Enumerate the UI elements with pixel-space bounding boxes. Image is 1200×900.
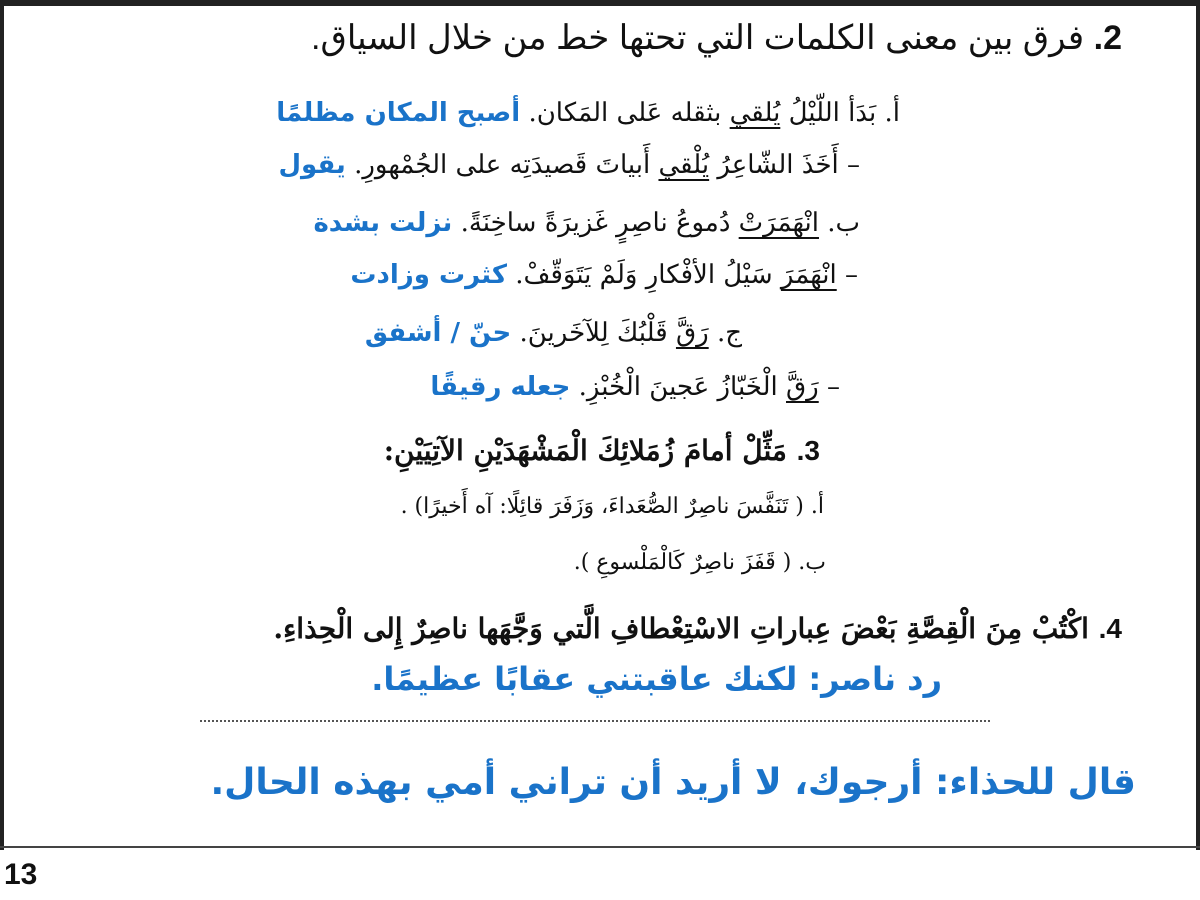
bottom-border — [0, 846, 1200, 848]
item-b1-answer: نزلت بشدة — [313, 208, 453, 238]
item-c1-prefix: ج. — [708, 318, 742, 348]
item-a1 — [276, 98, 900, 128]
answer-dotted-line — [200, 720, 990, 722]
item-c1-underlined-word: رَقَّ — [675, 318, 709, 348]
item-b1-prefix: ب. — [818, 208, 860, 238]
item-a2-underlined-word: يُلْقي — [658, 150, 710, 180]
item-b1 — [313, 208, 860, 238]
item-c2-answer: جعله رقيقًا — [430, 372, 571, 402]
item-c1-answer: حنّ / أشفق — [364, 318, 512, 348]
question-3-number: 3. — [796, 435, 820, 466]
item-b2-rest: سَيْلُ الأفْكارِ وَلَمْ يَتَوَقّفْ. — [515, 260, 781, 290]
item-b2-answer: كثرت وزادت — [350, 260, 508, 290]
left-border — [0, 0, 4, 850]
item-a1-rest: بثقله عَلى المَكان. — [528, 98, 730, 128]
top-border — [0, 0, 1200, 6]
item-b2-underlined-word: انْهَمَرَ — [780, 260, 837, 290]
item-c2 — [430, 372, 840, 402]
item-c2-prefix: – — [818, 372, 840, 402]
item-b2 — [350, 260, 858, 290]
item-b1-underlined-word: انْهَمَرَتْ — [738, 208, 819, 238]
page-number: 13 — [4, 858, 38, 891]
item-a1-answer: أصبح المكان مظلمًا — [276, 98, 521, 128]
question-4-answer-2: قال للحذاء: أرجوك، لا أريد أن تراني أمي بهذه الحال. — [210, 762, 1136, 803]
item-a2-prefix: – أَخَذَ الشّاعِرُ — [709, 150, 860, 180]
item-b2-prefix: – — [836, 260, 858, 290]
item-c1 — [365, 318, 742, 348]
question-4 — [273, 612, 1122, 645]
question-2 — [311, 18, 1122, 58]
item-a1-underlined-word: يُلقي — [729, 98, 781, 128]
question-3-scene-a: أ. ( تَنَفَّسَ ناصِرٌ الصُّعَداءَ، وَزَفَرَ قائِلًا: آه أَخيرًا) . — [400, 494, 824, 519]
question-2-number: 2. — [1093, 19, 1122, 57]
item-c2-underlined-word: رَقَّ — [786, 372, 819, 402]
item-c1-rest: قَلْبُكَ لِلآخَرينَ. — [519, 318, 676, 348]
item-c2-rest: الْخَبّازُ عَجينَ الْخُبْزِ. — [578, 372, 786, 402]
question-4-text: اكْتُبْ مِنَ الْقِصَّةِ بَعْضَ عِباراتِ الاسْتِعْطافِ الَّتي وَجَّهَها ناصِرٌ إِلى الْحِذاءِ. — [273, 612, 1089, 645]
right-border — [1196, 0, 1200, 850]
item-a1-prefix: أ. بَدَأ اللّيْلُ — [780, 98, 900, 128]
question-3 — [384, 434, 820, 467]
question-4-number: 4. — [1098, 613, 1122, 644]
question-2-text: فرق بين معنى الكلمات التي تحتها خط من خلال السياق. — [311, 19, 1085, 57]
item-a2-answer: يقول — [278, 150, 346, 180]
question-4-answer-1: رد ناصر: لكنك عاقبتني عقابًا عظيمًا. — [371, 660, 942, 698]
item-b1-rest: دُموعُ ناصِرٍ غَزيرَةً ساخِنَةً. — [460, 208, 739, 238]
question-3-text: مَثِّلْ أمامَ زُمَلائِكَ الْمَشْهَدَيْنِ الآتِيَيْنِ: — [383, 434, 787, 467]
item-a2 — [278, 150, 860, 180]
item-a2-rest: أَبياتَ قَصيدَتِه على الجُمْهورِ. — [354, 150, 659, 180]
question-3-scene-b: ب. ( قَفَزَ ناصِرٌ كَالْمَلْسوعِ ). — [573, 550, 826, 575]
